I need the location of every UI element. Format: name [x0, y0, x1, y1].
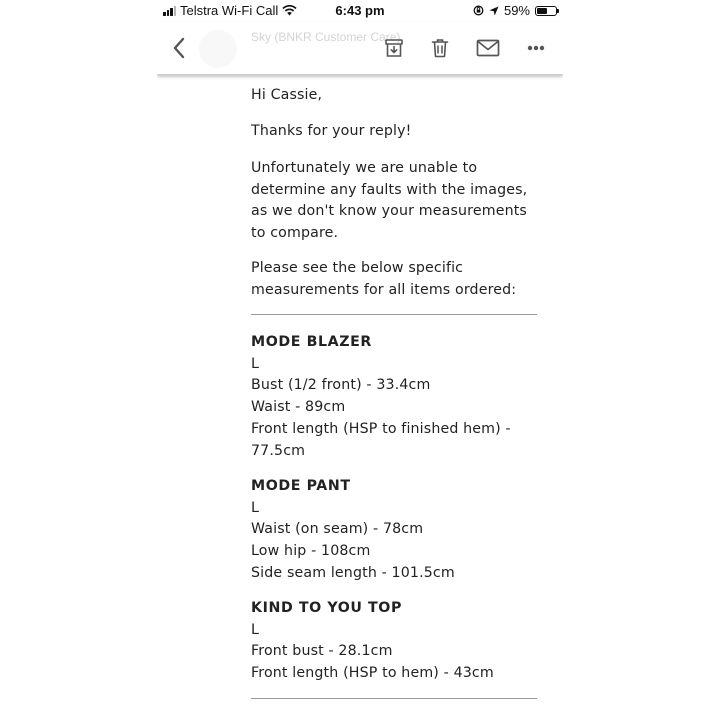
orientation-lock-icon	[473, 5, 484, 16]
item-mode-pant	[251, 476, 551, 585]
status-time: 6:43 pm	[335, 3, 385, 18]
measurement-line: Waist - 89cm	[251, 399, 346, 416]
back-button[interactable]	[163, 22, 195, 74]
more-button[interactable]	[521, 22, 551, 74]
item-name: KIND TO YOU TOP	[251, 600, 402, 616]
measurement-line: Low hip - 108cm	[251, 543, 371, 560]
divider-top	[251, 314, 537, 315]
paragraph-measurements-intro: Please see the below specific measurements for all items ordered:	[251, 260, 517, 298]
measurement-line: Waist (on seam) - 78cm	[251, 521, 424, 538]
trash-icon	[431, 38, 449, 58]
trash-button[interactable]	[427, 22, 453, 74]
measurement-line: Bust (1/2 front) - 33.4cm	[251, 377, 431, 394]
item-name: MODE PANT	[251, 478, 351, 494]
measurement-line: Side seam length - 101.5cm	[251, 564, 455, 581]
measurement-line: Front bust - 28.1cm	[251, 643, 393, 660]
greeting: Hi Cassie,	[251, 87, 323, 103]
phone-screen	[157, 0, 563, 720]
measurement-line: Front length (HSP to finished hem) - 77.5cm	[251, 420, 511, 459]
location-arrow-icon	[489, 6, 499, 16]
mail-icon	[476, 39, 500, 57]
back-chevron-icon	[172, 37, 186, 59]
archive-icon	[384, 38, 404, 58]
item-size: L	[251, 499, 260, 516]
archive-button[interactable]	[381, 22, 407, 74]
more-icon	[527, 45, 545, 51]
email-toolbar	[157, 22, 563, 75]
divider-bottom	[251, 698, 537, 699]
item-size: L	[251, 621, 260, 638]
carrier-label: Telstra Wi-Fi Call	[180, 3, 279, 18]
sender-name: Sky (BNKR Customer Care)	[251, 30, 401, 44]
measurement-line: Front length (HSP to hem) - 43cm	[251, 665, 494, 682]
item-kind-to-you-top	[251, 598, 551, 685]
item-size: L	[251, 355, 260, 372]
item-name: MODE BLAZER	[251, 334, 372, 350]
paragraph-unable: Unfortunately we are unable to determine any faults with the images, as we don't know your measurements to compare.	[251, 160, 528, 242]
item-mode-blazer	[251, 332, 551, 462]
status-right	[473, 3, 557, 18]
battery-icon	[535, 6, 557, 16]
battery-fill	[537, 8, 547, 14]
sender-avatar	[199, 30, 237, 68]
mail-button[interactable]	[473, 22, 503, 74]
status-bar	[157, 0, 563, 22]
battery-percent: 59%	[503, 3, 530, 18]
thanks-line: Thanks for your reply!	[251, 123, 412, 139]
